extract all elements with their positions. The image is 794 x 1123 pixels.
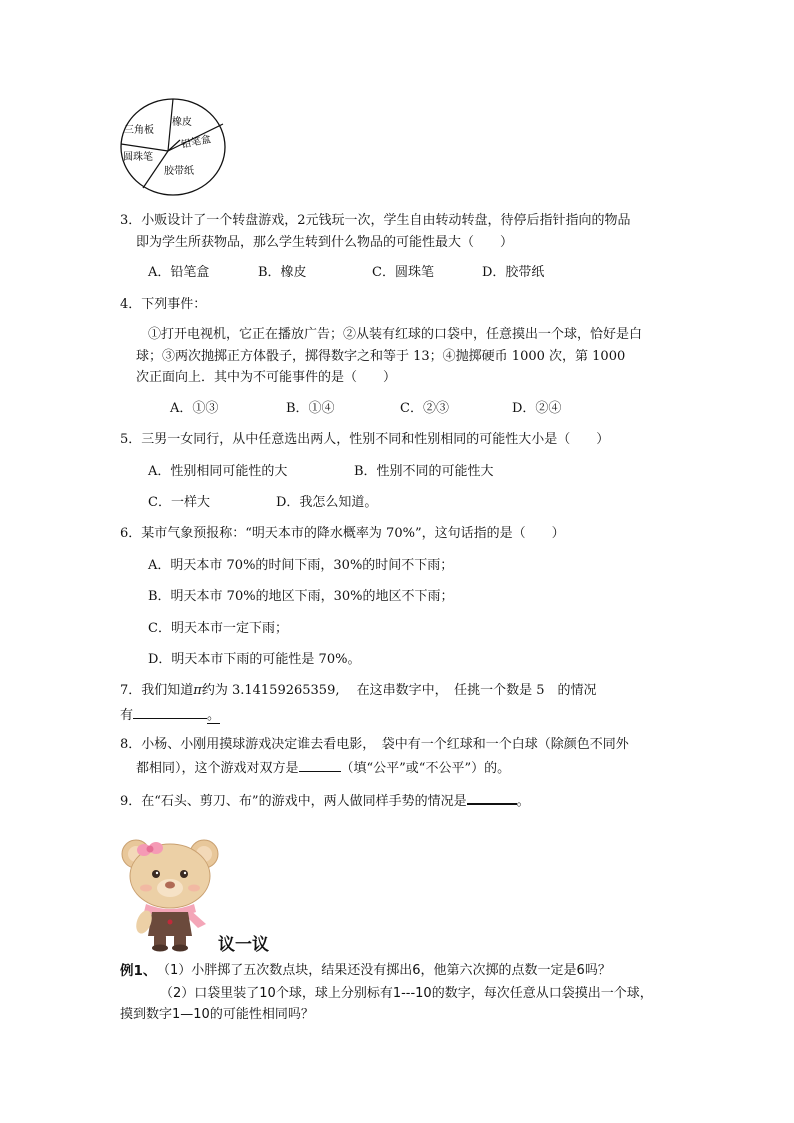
q5-option-b: B．性别不同的可能性大: [354, 464, 494, 479]
spinner-label: 三角板: [124, 125, 154, 136]
example-label: 例1、: [120, 963, 157, 979]
spinner-label: 圆珠笔: [123, 152, 153, 163]
q3-option-d: D．胶带纸: [482, 265, 545, 280]
q7-line2-start: 有: [120, 708, 134, 723]
example-line3: 摸到数字1—10的可能性相同吗？: [120, 1007, 314, 1022]
q4-line1: ①打开电视机，它正在播放广告；②从装有红球的口袋中，任意摸出一个球，恰好是白: [148, 327, 643, 342]
q5-option-d: D．我怎么知道。: [276, 495, 378, 510]
q8-line1: 8．小杨、小刚用摸球游戏决定谁去看电影， 袋中有一个红球和一个白球（除颜色不同外: [120, 737, 629, 752]
q3-option-a: A．铅笔盒: [148, 265, 210, 280]
q7-text-rest: 约为 3.14159265359, 在这串数字中， 任挑一个数是 5 的情况: [201, 683, 597, 698]
spinner-label: 橡皮: [172, 117, 192, 128]
bear-mascot-image: [118, 836, 222, 952]
q8-answer-blank[interactable]: [299, 757, 341, 772]
q4-line2: 球；③两次抛掷正方体骰子，掷得数字之和等于 13；④抛掷硬币 1000 次，第 1000: [136, 349, 626, 364]
q6-option-c: C．明天本市一定下雨；: [148, 621, 288, 636]
q4-title: 4．下列事件：: [120, 297, 207, 312]
pi-symbol: π: [193, 683, 202, 698]
q6-option-d: D．明天本市下雨的可能性是 70%。: [148, 652, 361, 667]
q3-option-c: C．圆珠笔: [372, 265, 434, 280]
example-line2: （2）口袋里装了10个球，球上分别标有1---10的数字，每次任意从口袋摸出一个球，: [160, 986, 653, 1001]
q5-option-a: A．性别相同可能性的大: [148, 464, 288, 479]
q6-option-b: B．明天本市 70%的地区下雨，30%的地区不下雨；: [148, 589, 454, 604]
spinner-label: 胶带纸: [164, 166, 194, 177]
spinner-figure: [118, 96, 228, 198]
q6-option-a: A．明天本市 70%的时间下雨，30%的时间不下雨；: [148, 558, 454, 573]
q8-line2: [136, 757, 510, 778]
q7-line1: [120, 682, 597, 700]
q6-line1: 6．某市气象预报称：“明天本市的降水概率为 70%”，这句话指的是（ ）: [120, 526, 565, 541]
q5-line1: 5．三男一女同行，从中任意选出两人，性别不同和性别相同的可能性大小是（ ）: [120, 432, 610, 447]
spinner-label: 铅笔盒: [180, 133, 212, 151]
q4-option-c: C．②③: [400, 401, 449, 416]
q9-text: 9．在“石头、剪刀、布”的游戏中，两人做同样手势的情况是: [120, 794, 467, 809]
q8-line2-start: 都相同），这个游戏对双方是: [136, 761, 299, 776]
q4-option-a: A．①③: [170, 401, 219, 416]
q3-option-b: B．橡皮: [258, 265, 307, 280]
q7-line2-end: 。: [207, 708, 221, 723]
q3-line1: 3．小贩设计了一个转盘游戏，2元钱玩一次，学生自由转动转盘，待停后指针指向的物品: [120, 213, 631, 228]
example-line1: （1）小胖掷了五次数点块，结果还没有掷出6，他第六次掷的点数一定是6吗？: [157, 963, 611, 978]
q3-line2: 即为学生所获物品，那么学生转到什么物品的可能性最大（ ）: [136, 235, 514, 250]
q8-line2-end: （填“公平”或“不公平”）的。: [340, 761, 511, 776]
q9-line1: [120, 789, 530, 811]
q4-option-d: D．②④: [512, 401, 562, 416]
q5-option-c: C．一样大: [148, 495, 210, 510]
q7-text-start: 7．我们知道: [120, 683, 194, 698]
q7-line2: [120, 704, 220, 725]
q9-text-end: 。: [516, 794, 530, 809]
q4-line3: 次正面向上．其中为不可能事件的是（ ）: [136, 370, 397, 385]
section-title: 议一议: [218, 935, 269, 955]
q7-answer-blank[interactable]: [133, 704, 207, 719]
q4-option-b: B．①④: [286, 401, 335, 416]
q9-answer-blank[interactable]: [467, 789, 517, 805]
